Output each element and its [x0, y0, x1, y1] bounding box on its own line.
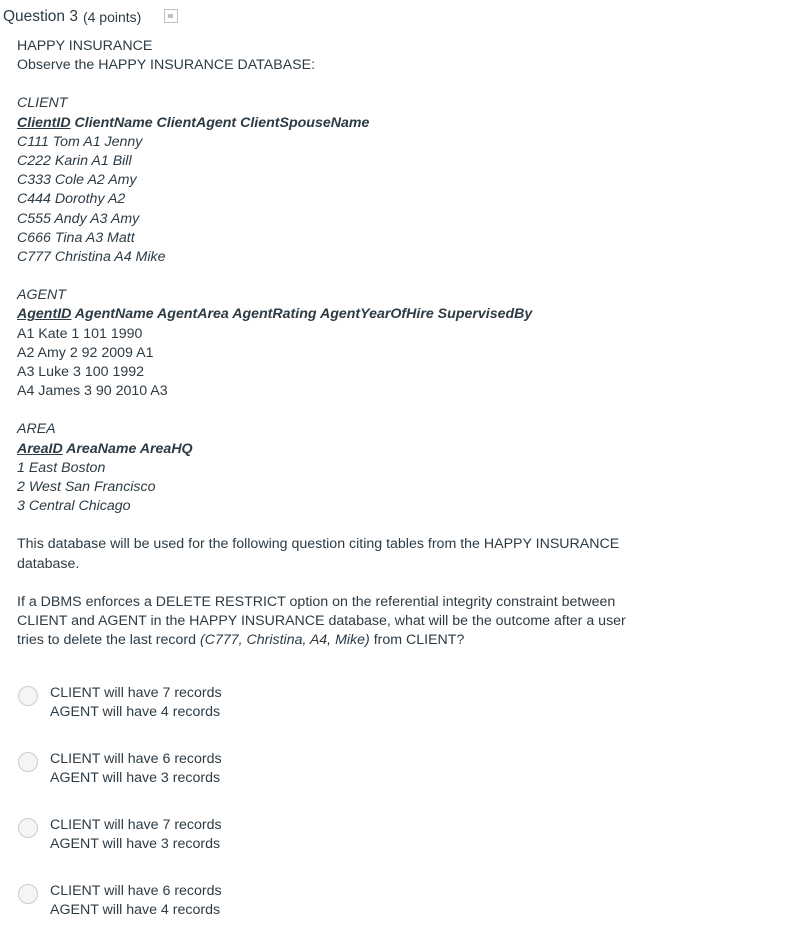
client-table-header: [17, 114, 627, 133]
answer-label[interactable]: [50, 816, 222, 854]
area-columns: AreaName AreaHQ: [62, 440, 193, 457]
client-table-name: CLIENT: [17, 95, 68, 112]
client-row: C555 Andy A3 Amy: [17, 210, 140, 227]
answer-line-client: CLIENT will have 7 records: [50, 817, 222, 833]
answer-label[interactable]: [50, 684, 222, 722]
area-table: [17, 420, 627, 516]
question-record: (C777, Christina, A4, Mike): [199, 632, 370, 649]
client-row: C666 Tina A3 Matt: [17, 229, 135, 246]
agent-table: [17, 286, 627, 401]
answer-label[interactable]: [50, 882, 222, 920]
answer-radio[interactable]: [18, 686, 38, 706]
client-table: [17, 94, 627, 267]
answer-label[interactable]: [50, 750, 222, 788]
answer-radio[interactable]: [18, 884, 38, 904]
question-content: [17, 37, 627, 650]
answer-line-agent: AGENT will have 4 records: [50, 704, 221, 721]
answer-line-agent: AGENT will have 3 records: [50, 836, 221, 853]
area-row: 2 West San Francisco: [17, 479, 156, 496]
answer-line-client: CLIENT will have 7 records: [50, 685, 222, 701]
question-points: (4 points): [82, 9, 142, 25]
client-columns: ClientName ClientAgent ClientSpouseName: [70, 114, 370, 131]
agent-columns: AgentName AgentArea AgentRating AgentYearOfHire SupervisedBy: [71, 306, 533, 323]
client-row: C222 Karin A1 Bill: [17, 153, 132, 170]
flag-icon[interactable]: [164, 9, 178, 23]
answer-option[interactable]: [18, 816, 618, 882]
client-row: C333 Cole A2 Amy: [17, 172, 137, 189]
agent-row: A1 Kate 1 101 1990: [17, 325, 143, 342]
question-header: [3, 6, 178, 28]
area-table-name: AREA: [17, 421, 56, 438]
question-text-end: from CLIENT?: [369, 632, 465, 649]
agent-table-header: [17, 305, 627, 324]
answer-option[interactable]: [18, 750, 618, 816]
answer-line-client: CLIENT will have 6 records: [50, 883, 222, 899]
client-row: C111 Tom A1 Jenny: [17, 133, 143, 150]
area-row: 3 Central Chicago: [17, 498, 131, 515]
question-title: Question 3: [3, 8, 78, 25]
intro-observe: Observe the HAPPY INSURANCE DATABASE:: [17, 57, 316, 74]
answer-line-agent: AGENT will have 4 records: [50, 902, 221, 919]
client-row: C777 Christina A4 Mike: [17, 249, 166, 266]
intro-heading: HAPPY INSURANCE: [17, 38, 153, 54]
answer-radio[interactable]: [18, 752, 38, 772]
answer-option[interactable]: [18, 882, 618, 948]
question-text-main: If a DBMS enforces a DELETE RESTRICT option on the referential integrity constraint between CLIENT and AGENT in the HAPPY INSURANCE database, what will be the outcome after a user tries to delete the last record: [17, 593, 626, 649]
area-row: 1 East Boston: [17, 459, 106, 476]
answer-line-client: CLIENT will have 6 records: [50, 751, 222, 767]
client-key-column: ClientID: [17, 114, 71, 131]
answer-radio[interactable]: [18, 818, 38, 838]
agent-row: A3 Luke 3 100 1992: [17, 364, 145, 381]
agent-table-name: AGENT: [17, 287, 66, 304]
question-text: [17, 593, 627, 651]
agent-row: A4 James 3 90 2010 A3: [17, 383, 168, 400]
area-key-column: AreaID: [17, 440, 63, 457]
agent-row: A2 Amy 2 92 2009 A1: [17, 344, 154, 361]
agent-key-column: AgentID: [17, 306, 72, 323]
answer-options: [18, 684, 618, 948]
client-row: C444 Dorothy A2: [17, 191, 126, 208]
answer-line-agent: AGENT will have 3 records: [50, 770, 221, 787]
answer-option[interactable]: [18, 684, 618, 750]
area-table-header: [17, 440, 627, 459]
database-note: This database will be used for the following question citing tables from the HAPPY INSURANCE database.: [17, 536, 620, 572]
